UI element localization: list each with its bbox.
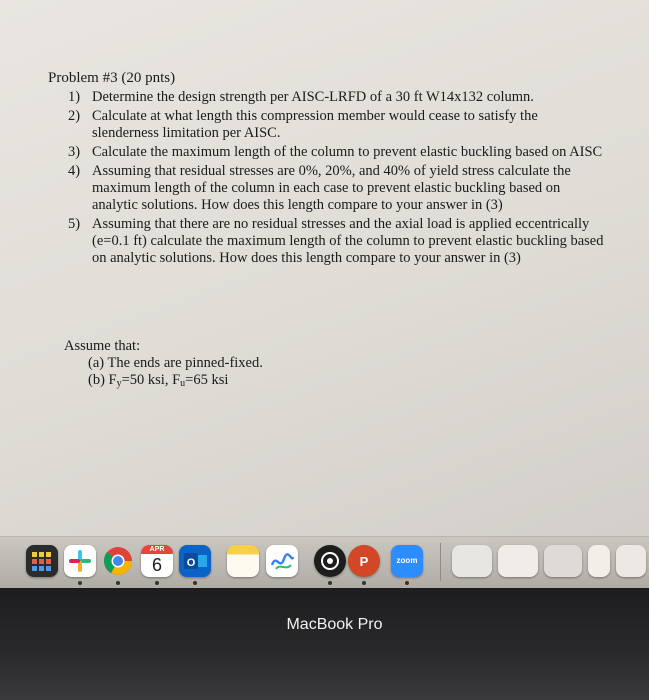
- laptop-brand-label: MacBook Pro: [286, 616, 383, 633]
- question-number: 2): [68, 108, 81, 124]
- running-indicator: [362, 581, 366, 585]
- question-text: Calculate the maximum length of the column to prevent elastic buckling based on AISC: [92, 144, 603, 160]
- running-indicator: [328, 581, 332, 585]
- laptop-bezel: [0, 588, 649, 700]
- svg-text:P: P: [359, 554, 369, 569]
- question-text: Calculate at what length this compression member would cease to satisfy the slenderness limitation per AISC.: [92, 108, 538, 141]
- running-indicator: [155, 581, 159, 585]
- calendar-day: 6: [151, 555, 162, 575]
- problem-title: Problem #3 (20 pnts): [48, 70, 176, 86]
- recent-window-thumbnail[interactable]: [544, 545, 582, 577]
- problem-document: [48, 70, 608, 269]
- running-indicator: [78, 581, 82, 585]
- question-number: 1): [68, 89, 81, 105]
- question-4: [48, 163, 608, 214]
- question-text: Determine the design strength per AISC-LRFD of a 30 ft W14x132 column.: [92, 89, 534, 105]
- question-number: 5): [68, 216, 81, 232]
- slack-icon[interactable]: [64, 545, 96, 577]
- recent-window-thumbnail[interactable]: [498, 545, 538, 577]
- recent-window-thumbnail[interactable]: [452, 545, 492, 577]
- chatgpt-icon[interactable]: [314, 545, 346, 577]
- assumption-a: (a) The ends are pinned-fixed.: [88, 355, 263, 371]
- question-5: [48, 216, 608, 267]
- question-3: [48, 144, 608, 161]
- question-text: Assuming that residual stresses are 0%, 20%, and 40% of yield stress calculate the maximum length of the column in each case to prevent elastic buckling based on analytic solutions. How does this length compare to your answer in (3): [92, 163, 571, 213]
- question-1: [48, 89, 608, 106]
- question-number: 4): [68, 163, 81, 179]
- dock-divider: [440, 543, 441, 581]
- outlook-icon[interactable]: [179, 545, 211, 577]
- notes-icon[interactable]: [227, 545, 259, 577]
- question-text: Assuming that there are no residual stresses and the axial load is applied eccentrically (e=0.1 ft) calculate the maximum length of the column to prevent elastic buckling based on analytic solutions. How does this length compare to your answer in (3): [92, 216, 604, 266]
- recent-window-thumbnail[interactable]: [588, 545, 610, 577]
- zoom-icon[interactable]: [391, 545, 423, 577]
- assumption-b: (b) $F_y=50$ ksi, $F_u=65$ ksi: [88, 372, 229, 389]
- running-indicator: [405, 581, 409, 585]
- dock: [0, 536, 649, 589]
- recent-window-thumbnail[interactable]: [616, 545, 646, 577]
- running-indicator: [193, 581, 197, 585]
- launchpad-icon[interactable]: [26, 545, 58, 577]
- running-indicator: [116, 581, 120, 585]
- svg-text:O: O: [186, 557, 196, 569]
- powerpoint-icon[interactable]: [348, 545, 380, 577]
- freeform-icon[interactable]: [266, 545, 298, 577]
- zoom-label: zoom: [396, 556, 418, 565]
- chrome-icon[interactable]: [102, 545, 134, 577]
- calendar-month: APR: [141, 545, 173, 554]
- question-number: 3): [68, 144, 81, 160]
- assumptions: [64, 338, 263, 392]
- calendar-icon[interactable]: [141, 545, 173, 577]
- assumptions-heading: Assume that:: [64, 338, 141, 354]
- question-2: [48, 108, 608, 142]
